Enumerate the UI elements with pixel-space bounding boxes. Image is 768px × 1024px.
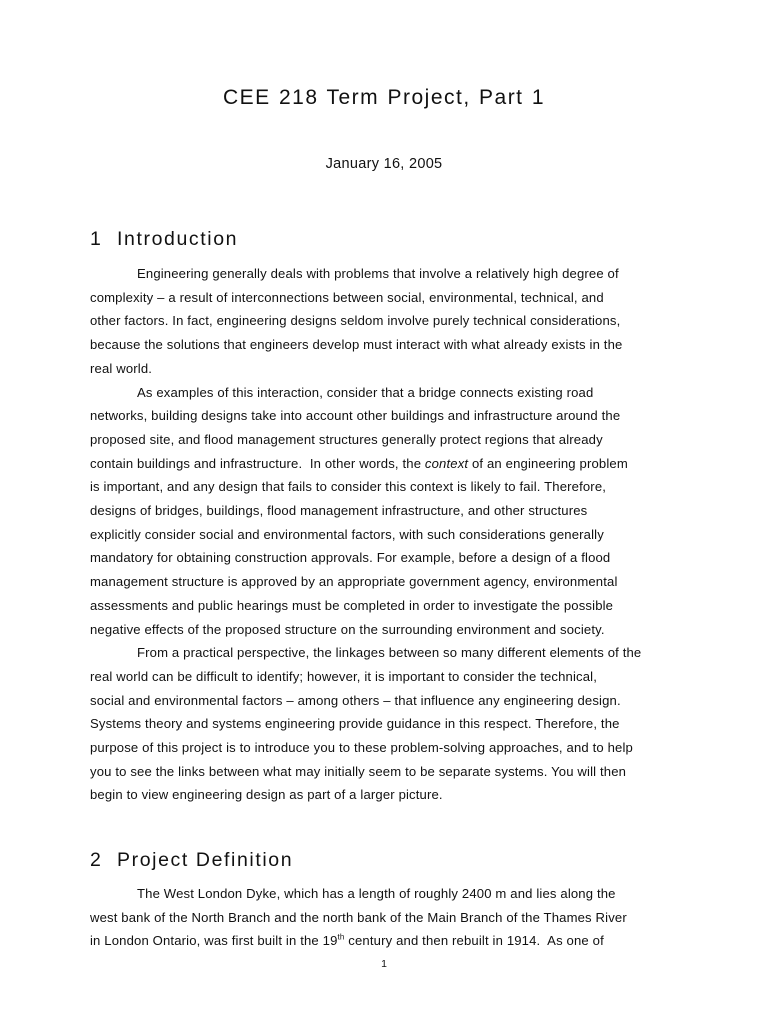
section-2-body [90, 882, 680, 953]
text-line: Engineering generally deals with problems that involve a relatively high degree of [137, 266, 619, 281]
text-line: purpose of this project is to introduce you to these problem-solving approaches, and to help [90, 740, 633, 756]
text-line: you to see the links between what may initially seem to be separate systems. You will then [90, 763, 627, 779]
text-line: is important, and any design that fails to consider this context is likely to fail. Therefore, [90, 479, 607, 495]
text-line [90, 452, 680, 476]
text-line: other factors. In fact, engineering designs seldom involve purely technical considerations, [90, 313, 621, 329]
text-line: negative effects of the proposed structure on the surrounding environment and society. [90, 621, 605, 637]
text-segment: of an engineering problem [468, 455, 628, 471]
text-line: because the solutions that engineers develop must interact with what already exists in the [90, 337, 623, 353]
text-line [90, 929, 680, 953]
section-1-title: Introduction [117, 228, 239, 250]
page-number: 1 [381, 958, 387, 970]
text-line: real world can be difficult to identify; however, it is important to consider the technical, [90, 668, 598, 684]
text-line: complexity – a result of interconnections between social, environmental, technical, and [90, 289, 604, 305]
text-line: real world. [90, 360, 153, 376]
text-line: proposed site, and flood management structures generally protect regions that already [90, 431, 603, 447]
section-2-number: 2 [90, 849, 103, 871]
text-line: mandatory for obtaining construction approvals. For example, before a design of a flood [90, 550, 611, 566]
text-line: Systems theory and systems engineering provide guidance in this respect. Therefore, the [90, 716, 620, 732]
section-1-body [90, 262, 680, 807]
text-line: From a practical perspective, the linkages between so many different elements of the [137, 645, 642, 661]
text-segment: contain buildings and infrastructure. In other words, the [90, 455, 425, 471]
ordinal-superscript: th [337, 933, 345, 943]
text-line: networks, building designs take into account other buildings and infrastructure around the [90, 408, 621, 424]
section-1-number: 1 [90, 228, 103, 250]
text-line: assessments and public hearings must be completed in order to investigate the possible [90, 597, 614, 613]
document-title: CEE 218 Term Project, Part 1 [222, 86, 546, 109]
text-line: The West London Dyke, which has a length of roughly 2400 m and lies along the [137, 886, 616, 901]
text-line: explicitly consider social and environmental factors, with such considerations generally [90, 526, 604, 542]
text-line: As examples of this interaction, consider that a bridge connects existing road [137, 384, 594, 400]
section-2-title: Project Definition [117, 849, 294, 871]
document-date: January 16, 2005 [325, 156, 443, 172]
text-line: management structure is approved by an appropriate government agency, environmental [90, 574, 618, 590]
text-segment: century and then rebuilt in 1914. As one of [344, 933, 604, 949]
text-segment: in London Ontario, was first built in the 19 [90, 933, 338, 949]
text-line: designs of bridges, buildings, flood management infrastructure, and other structures [90, 503, 588, 519]
emphasis-context: context [424, 455, 469, 471]
text-line: social and environmental factors – among others – that influence any engineering design. [90, 692, 621, 708]
text-line: begin to view engineering design as part of a larger picture. [90, 787, 443, 803]
text-line: west bank of the North Branch and the north bank of the Main Branch of the Thames River [90, 909, 627, 925]
section-1-heading [90, 228, 238, 251]
section-2-heading [90, 849, 293, 872]
